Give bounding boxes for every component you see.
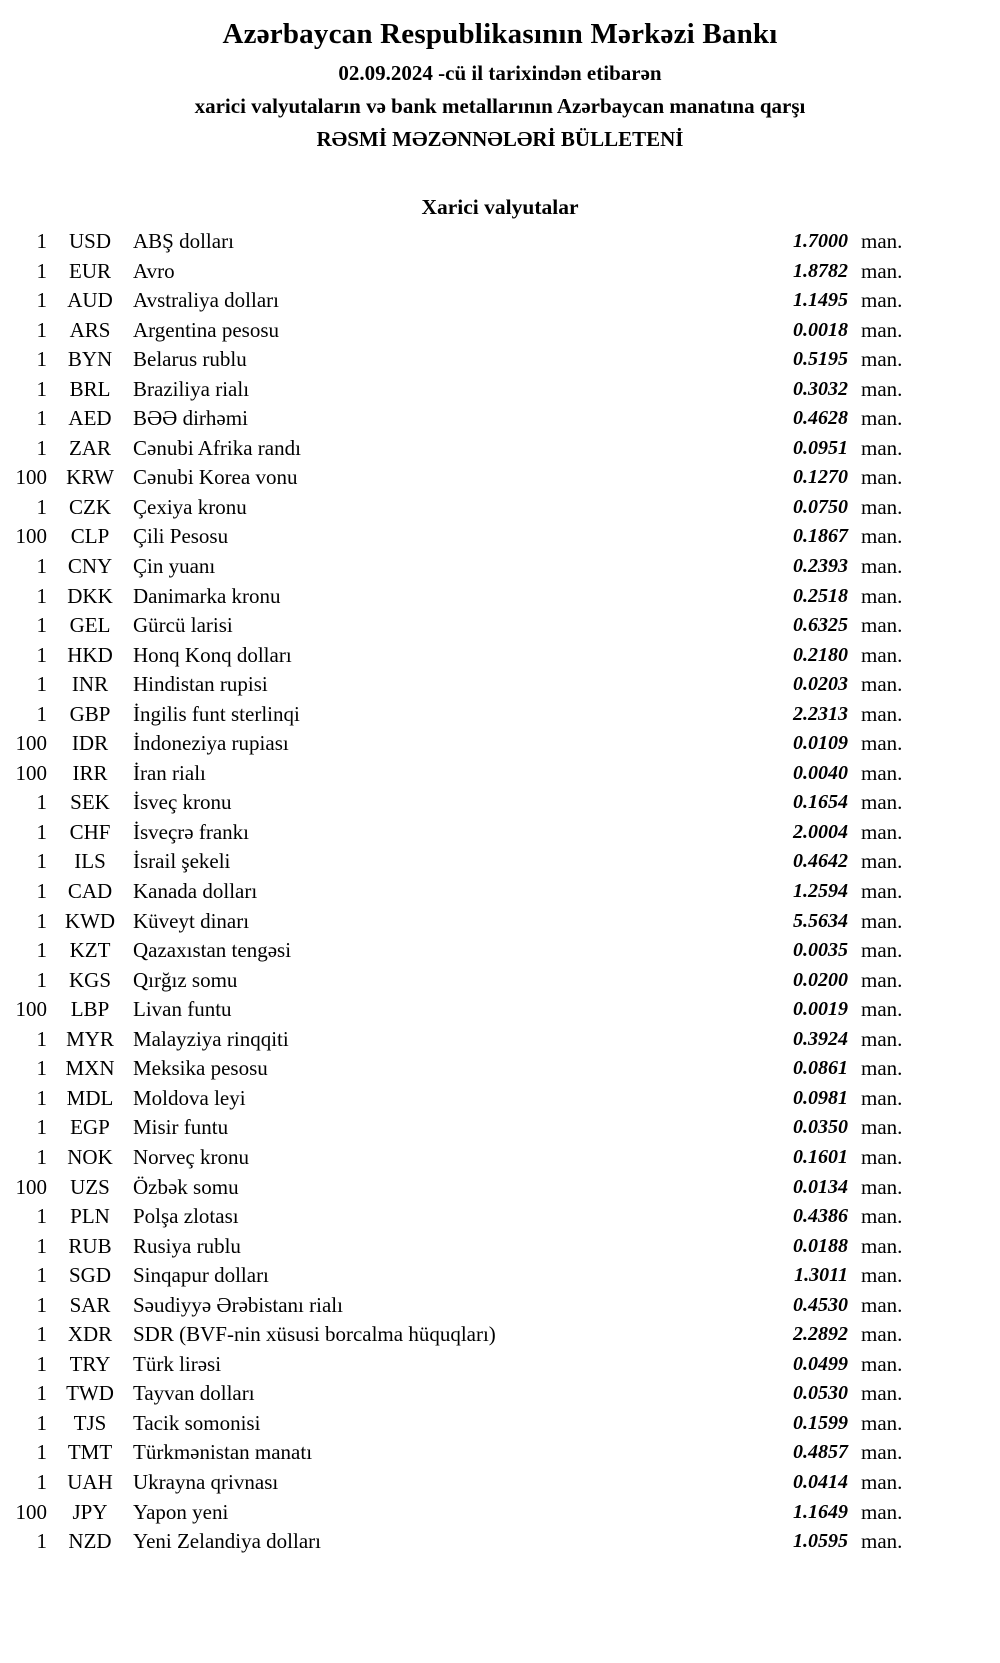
rate-row: [0, 493, 912, 523]
unit-label: man.: [861, 1115, 903, 1140]
rate-value: 0.1601: [793, 1145, 848, 1168]
quantity-value: 1: [36, 376, 47, 401]
unit-label: man.: [861, 1263, 903, 1288]
quantity-value: 100: [15, 465, 47, 490]
currency-name: Moldova leyi: [133, 1085, 246, 1110]
rate-row: [0, 227, 912, 257]
rate-row: [0, 1350, 912, 1380]
unit-label: man.: [861, 1499, 903, 1524]
rate-value: 0.0499: [793, 1352, 848, 1375]
quantity-value: 1: [36, 1440, 47, 1465]
rate-row: [0, 907, 912, 937]
rate-value: 0.0035: [793, 939, 848, 962]
currency-name: Türkmənistan manatı: [133, 1440, 313, 1465]
currency-code: AUD: [67, 288, 113, 313]
rate-value: 0.0203: [793, 673, 848, 696]
currency-code: IDR: [71, 731, 109, 756]
currency-name: Ukrayna qrivnası: [133, 1469, 279, 1494]
currency-name: İndoneziya rupiası: [133, 731, 289, 756]
currency-code: JPY: [72, 1499, 108, 1524]
currency-name: İsveç kronu: [133, 790, 232, 815]
rate-value: 0.0861: [793, 1057, 848, 1080]
quantity-value: 1: [36, 1233, 47, 1258]
currency-name: Özbək somu: [133, 1174, 239, 1199]
currency-code: CHF: [69, 819, 111, 844]
currency-code: EGP: [70, 1115, 110, 1140]
rate-value: 0.0040: [793, 761, 848, 784]
rate-row: [0, 1468, 912, 1498]
currency-name: Yeni Zelandiya dolları: [133, 1529, 321, 1554]
rate-value: 5.5634: [793, 909, 848, 932]
unit-label: man.: [861, 819, 903, 844]
unit-label: man.: [861, 1204, 903, 1229]
quantity-value: 1: [36, 938, 47, 963]
rate-row: [0, 1291, 912, 1321]
rate-row: [0, 818, 912, 848]
rate-row: [0, 1054, 912, 1084]
quantity-value: 1: [36, 288, 47, 313]
currency-code: PLN: [70, 1204, 110, 1229]
currency-name: Cənubi Korea vonu: [133, 465, 298, 490]
quantity-value: 1: [36, 1529, 47, 1554]
bulletin-title-line: RƏSMİ MƏZƏNNƏLƏRİ BÜLLETENİ: [316, 127, 684, 151]
quantity-value: 100: [15, 524, 47, 549]
rate-row: [0, 434, 912, 464]
bulletin-header: [0, 16, 1000, 151]
unit-label: man.: [861, 1174, 903, 1199]
currency-code: TJS: [73, 1410, 107, 1435]
unit-label: man.: [861, 465, 903, 490]
quantity-value: 1: [36, 613, 47, 638]
currency-name: Kanada dolları: [133, 879, 258, 904]
currency-code: IRR: [72, 760, 108, 785]
rate-value: 0.3032: [793, 377, 848, 400]
currency-code: AED: [68, 406, 112, 431]
unit-label: man.: [861, 613, 903, 638]
unit-label: man.: [861, 642, 903, 667]
rate-row: [0, 463, 912, 493]
currency-name: Tacik somonisi: [133, 1410, 261, 1435]
currency-name: Braziliya rialı: [133, 376, 250, 401]
currency-code: KGS: [68, 967, 111, 992]
unit-label: man.: [861, 849, 903, 874]
currency-name: Cənubi Afrika randı: [133, 435, 301, 460]
currency-code: GBP: [69, 701, 111, 726]
quantity-value: 1: [36, 1144, 47, 1169]
currency-code: ARS: [69, 317, 111, 342]
currency-name: Qırğız somu: [133, 967, 238, 992]
currency-name: Çili Pesosu: [133, 524, 229, 549]
rate-row: [0, 257, 912, 287]
unit-label: man.: [861, 1144, 903, 1169]
quantity-value: 1: [36, 1115, 47, 1140]
quantity-value: 1: [36, 849, 47, 874]
rate-row: [0, 641, 912, 671]
rate-row: [0, 759, 912, 789]
quantity-value: 1: [36, 1263, 47, 1288]
unit-label: man.: [861, 1469, 903, 1494]
rate-row: [0, 936, 912, 966]
rate-value: 0.6325: [793, 614, 848, 637]
currency-code: UZS: [70, 1174, 110, 1199]
rate-row: [0, 1409, 912, 1439]
rate-value: 0.2518: [793, 584, 848, 607]
rate-value: 0.0414: [793, 1470, 848, 1493]
quantity-value: 1: [36, 435, 47, 460]
currency-code: BYN: [67, 347, 113, 372]
currency-code: BRL: [69, 376, 111, 401]
currency-code: DKK: [67, 583, 113, 608]
rate-value: 0.1270: [793, 466, 848, 489]
rate-value: 1.8782: [793, 259, 848, 282]
currency-code: ZAR: [69, 435, 111, 460]
currency-name: BƏƏ dirhəmi: [133, 406, 248, 431]
quantity-value: 1: [36, 642, 47, 667]
currency-code: INR: [71, 672, 109, 697]
unit-label: man.: [861, 672, 903, 697]
quantity-value: 1: [36, 1085, 47, 1110]
rate-row: [0, 1143, 912, 1173]
currency-name: İsrail şekeli: [133, 849, 231, 874]
currency-name: Küveyt dinarı: [133, 908, 250, 933]
quantity-value: 1: [36, 554, 47, 579]
currency-name: Türk lirəsi: [133, 1351, 222, 1376]
currency-code: TRY: [69, 1351, 111, 1376]
quantity-value: 1: [36, 347, 47, 372]
unit-label: man.: [861, 997, 903, 1022]
rate-row: [0, 1084, 912, 1114]
quantity-value: 100: [15, 1174, 47, 1199]
currency-code: GEL: [69, 613, 111, 638]
rate-row: [0, 995, 912, 1025]
unit-label: man.: [861, 347, 903, 372]
quantity-value: 1: [36, 1351, 47, 1376]
currency-code: TMT: [67, 1440, 113, 1465]
rate-row: [0, 1320, 912, 1350]
rate-row: [0, 700, 912, 730]
rate-value: 1.3011: [794, 1264, 848, 1287]
rate-row: [0, 1202, 912, 1232]
rates-table: [0, 227, 912, 1557]
quantity-value: 1: [36, 819, 47, 844]
currency-code: KRW: [66, 465, 114, 490]
rate-row: [0, 1438, 912, 1468]
unit-label: man.: [861, 1026, 903, 1051]
quantity-value: 1: [36, 494, 47, 519]
rate-value: 0.1599: [793, 1411, 848, 1434]
quantity-value: 1: [36, 908, 47, 933]
rate-row: [0, 1025, 912, 1055]
rate-value: 0.1867: [793, 525, 848, 548]
currency-code: CZK: [69, 494, 111, 519]
currency-name: Avro: [133, 258, 175, 283]
unit-label: man.: [861, 1322, 903, 1347]
rate-value: 0.0018: [793, 318, 848, 341]
quantity-value: 1: [36, 583, 47, 608]
currency-name: Rusiya rublu: [133, 1233, 241, 1258]
currency-name: ABŞ dolları: [133, 229, 234, 253]
rate-value: 1.2594: [793, 880, 848, 903]
currency-name: Danimarka kronu: [133, 583, 281, 608]
unit-label: man.: [861, 1085, 903, 1110]
quantity-value: 1: [36, 229, 47, 253]
currency-code: ILS: [74, 849, 106, 874]
rate-value: 1.1649: [793, 1500, 848, 1523]
unit-label: man.: [861, 731, 903, 756]
currency-code: CAD: [67, 879, 113, 904]
quantity-value: 1: [36, 672, 47, 697]
currency-name: Argentina pesosu: [133, 317, 280, 342]
rate-row: [0, 729, 912, 759]
currency-name: Səudiyyə Ərəbistanı rialı: [133, 1292, 343, 1317]
quantity-value: 100: [15, 760, 47, 785]
unit-label: man.: [861, 258, 903, 283]
rate-row: [0, 670, 912, 700]
unit-label: man.: [861, 406, 903, 431]
currency-name: Yapon yeni: [133, 1499, 229, 1524]
unit-label: man.: [861, 524, 903, 549]
unit-label: man.: [861, 967, 903, 992]
quantity-value: 1: [36, 1322, 47, 1347]
rate-value: 0.0981: [793, 1086, 848, 1109]
currency-code: XDR: [67, 1322, 113, 1347]
unit-label: man.: [861, 938, 903, 963]
rate-value: 0.4628: [793, 407, 848, 430]
rate-row: [0, 1379, 912, 1409]
quantity-value: 1: [36, 1410, 47, 1435]
rate-row: [0, 966, 912, 996]
unit-label: man.: [861, 1292, 903, 1317]
unit-label: man.: [861, 435, 903, 460]
currency-code: NOK: [67, 1144, 113, 1169]
quantity-value: 100: [15, 997, 47, 1022]
currency-name: Polşa zlotası: [133, 1204, 239, 1229]
quantity-value: 1: [36, 1204, 47, 1229]
rate-value: 1.7000: [793, 230, 848, 252]
unit-label: man.: [861, 317, 903, 342]
quantity-value: 1: [36, 1381, 47, 1406]
currency-name: Norveç kronu: [133, 1144, 250, 1169]
currency-name: Belarus rublu: [133, 347, 247, 372]
bank-title: Azərbaycan Respublikasının Mərkəzi Bankı: [222, 18, 778, 50]
quantity-value: 1: [36, 258, 47, 283]
rate-value: 0.0750: [793, 495, 848, 518]
currency-name: Çexiya kronu: [133, 494, 247, 519]
currency-name: Avstraliya dolları: [133, 288, 279, 313]
unit-label: man.: [861, 229, 903, 253]
rate-row: [0, 522, 912, 552]
rate-value: 2.2892: [793, 1323, 848, 1346]
rate-row: [0, 611, 912, 641]
unit-label: man.: [861, 908, 903, 933]
unit-label: man.: [861, 376, 903, 401]
rate-row: [0, 1232, 912, 1262]
rate-row: [0, 552, 912, 582]
quantity-value: 100: [15, 1499, 47, 1524]
unit-label: man.: [861, 1056, 903, 1081]
currency-code: TWD: [66, 1381, 114, 1406]
currency-name: İngilis funt sterlinqi: [133, 701, 300, 726]
unit-label: man.: [861, 1440, 903, 1465]
currency-name: Meksika pesosu: [133, 1056, 268, 1081]
rate-value: 0.4530: [793, 1293, 848, 1316]
rate-value: 0.1654: [793, 791, 848, 814]
currency-code: KZT: [69, 938, 111, 963]
currency-code: CNY: [67, 554, 113, 579]
rate-row: [0, 582, 912, 612]
quantity-value: 1: [36, 1292, 47, 1317]
rate-row: [0, 1261, 912, 1291]
rate-value: 0.0200: [793, 968, 848, 991]
currency-name: Misir funtu: [133, 1115, 229, 1140]
rate-row: [0, 404, 912, 434]
effective-date-line: 02.09.2024 -cü il tarixindən etibarən: [338, 61, 662, 85]
quantity-value: 1: [36, 1026, 47, 1051]
rate-value: 1.0595: [793, 1530, 848, 1553]
quantity-value: 1: [36, 790, 47, 815]
currency-code: SAR: [69, 1292, 111, 1317]
rate-row: [0, 1527, 912, 1557]
quantity-value: 1: [36, 1056, 47, 1081]
rate-value: 0.3924: [793, 1027, 848, 1050]
rate-value: 2.0004: [793, 820, 848, 843]
currency-code: UAH: [67, 1469, 113, 1494]
currency-name: Çin yuanı: [133, 554, 216, 579]
rate-value: 0.4386: [793, 1205, 848, 1228]
currency-code: CLP: [70, 524, 110, 549]
rate-value: 0.5195: [793, 348, 848, 371]
currency-name: Malayziya rinqqiti: [133, 1026, 289, 1051]
currency-name: Gürcü larisi: [133, 613, 233, 638]
unit-label: man.: [861, 790, 903, 815]
currency-code: MYR: [66, 1026, 114, 1051]
currency-name: Sinqapur dolları: [133, 1263, 269, 1288]
rate-value: 0.0350: [793, 1116, 848, 1139]
rate-value: 0.0951: [793, 436, 848, 459]
currency-name: Livan funtu: [133, 997, 232, 1022]
rate-value: 1.1495: [793, 289, 848, 312]
unit-label: man.: [861, 1381, 903, 1406]
unit-label: man.: [861, 554, 903, 579]
rate-value: 0.4857: [793, 1441, 848, 1464]
rate-value: 0.0188: [793, 1234, 848, 1257]
rate-row: [0, 1498, 912, 1528]
rate-row: [0, 847, 912, 877]
unit-label: man.: [861, 1351, 903, 1376]
currency-code: HKD: [67, 642, 113, 667]
unit-label: man.: [861, 583, 903, 608]
rate-value: 2.2313: [793, 702, 848, 725]
rate-value: 0.2180: [793, 643, 848, 666]
unit-label: man.: [861, 288, 903, 313]
currency-code: USD: [68, 229, 111, 253]
unit-label: man.: [861, 879, 903, 904]
currency-code: MXN: [65, 1056, 115, 1081]
unit-label: man.: [861, 701, 903, 726]
rate-value: 0.0530: [793, 1382, 848, 1405]
currency-code: KWD: [64, 908, 116, 933]
quantity-value: 1: [36, 1469, 47, 1494]
rate-value: 0.0134: [793, 1175, 848, 1198]
quantity-value: 100: [15, 731, 47, 756]
currency-name: Tayvan dolları: [133, 1381, 255, 1406]
unit-label: man.: [861, 1233, 903, 1258]
subtitle-line: xarici valyutaların və bank metallarının Azərbaycan manatına qarşı: [194, 94, 806, 118]
rate-value: 0.0019: [793, 998, 848, 1021]
rate-value: 0.0109: [793, 732, 848, 755]
rate-row: [0, 1173, 912, 1203]
currency-name: Honq Konq dolları: [133, 642, 292, 667]
rate-row: [0, 788, 912, 818]
rate-value: 0.4642: [793, 850, 848, 873]
currency-name: İran rialı: [133, 760, 206, 785]
quantity-value: 1: [36, 879, 47, 904]
unit-label: man.: [861, 1529, 903, 1554]
currency-code: MDL: [66, 1085, 114, 1110]
rate-row: [0, 316, 912, 346]
rate-value: 0.2393: [793, 555, 848, 578]
unit-label: man.: [861, 494, 903, 519]
currency-name: SDR (BVF-nin xüsusi borcalma hüquqları): [133, 1322, 496, 1347]
currency-name: Qazaxıstan tengəsi: [133, 938, 292, 963]
currency-code: RUB: [68, 1233, 112, 1258]
currency-code: SGD: [68, 1263, 111, 1288]
quantity-value: 1: [36, 406, 47, 431]
currency-name: Hindistan rupisi: [133, 672, 268, 697]
quantity-value: 1: [36, 317, 47, 342]
currency-code: NZD: [68, 1529, 112, 1554]
unit-label: man.: [861, 760, 903, 785]
quantity-value: 1: [36, 967, 47, 992]
quantity-value: 1: [36, 701, 47, 726]
rate-row: [0, 286, 912, 316]
section-title-foreign-currencies: Xarici valyutalar: [421, 195, 579, 219]
rate-row: [0, 375, 912, 405]
currency-name: İsveçrə frankı: [133, 819, 250, 844]
rate-row: [0, 1113, 912, 1143]
rate-row: [0, 345, 912, 375]
unit-label: man.: [861, 1410, 903, 1435]
currency-code: SEK: [70, 790, 110, 815]
currency-code: LBP: [70, 997, 110, 1022]
currency-code: EUR: [69, 258, 111, 283]
rate-row: [0, 877, 912, 907]
